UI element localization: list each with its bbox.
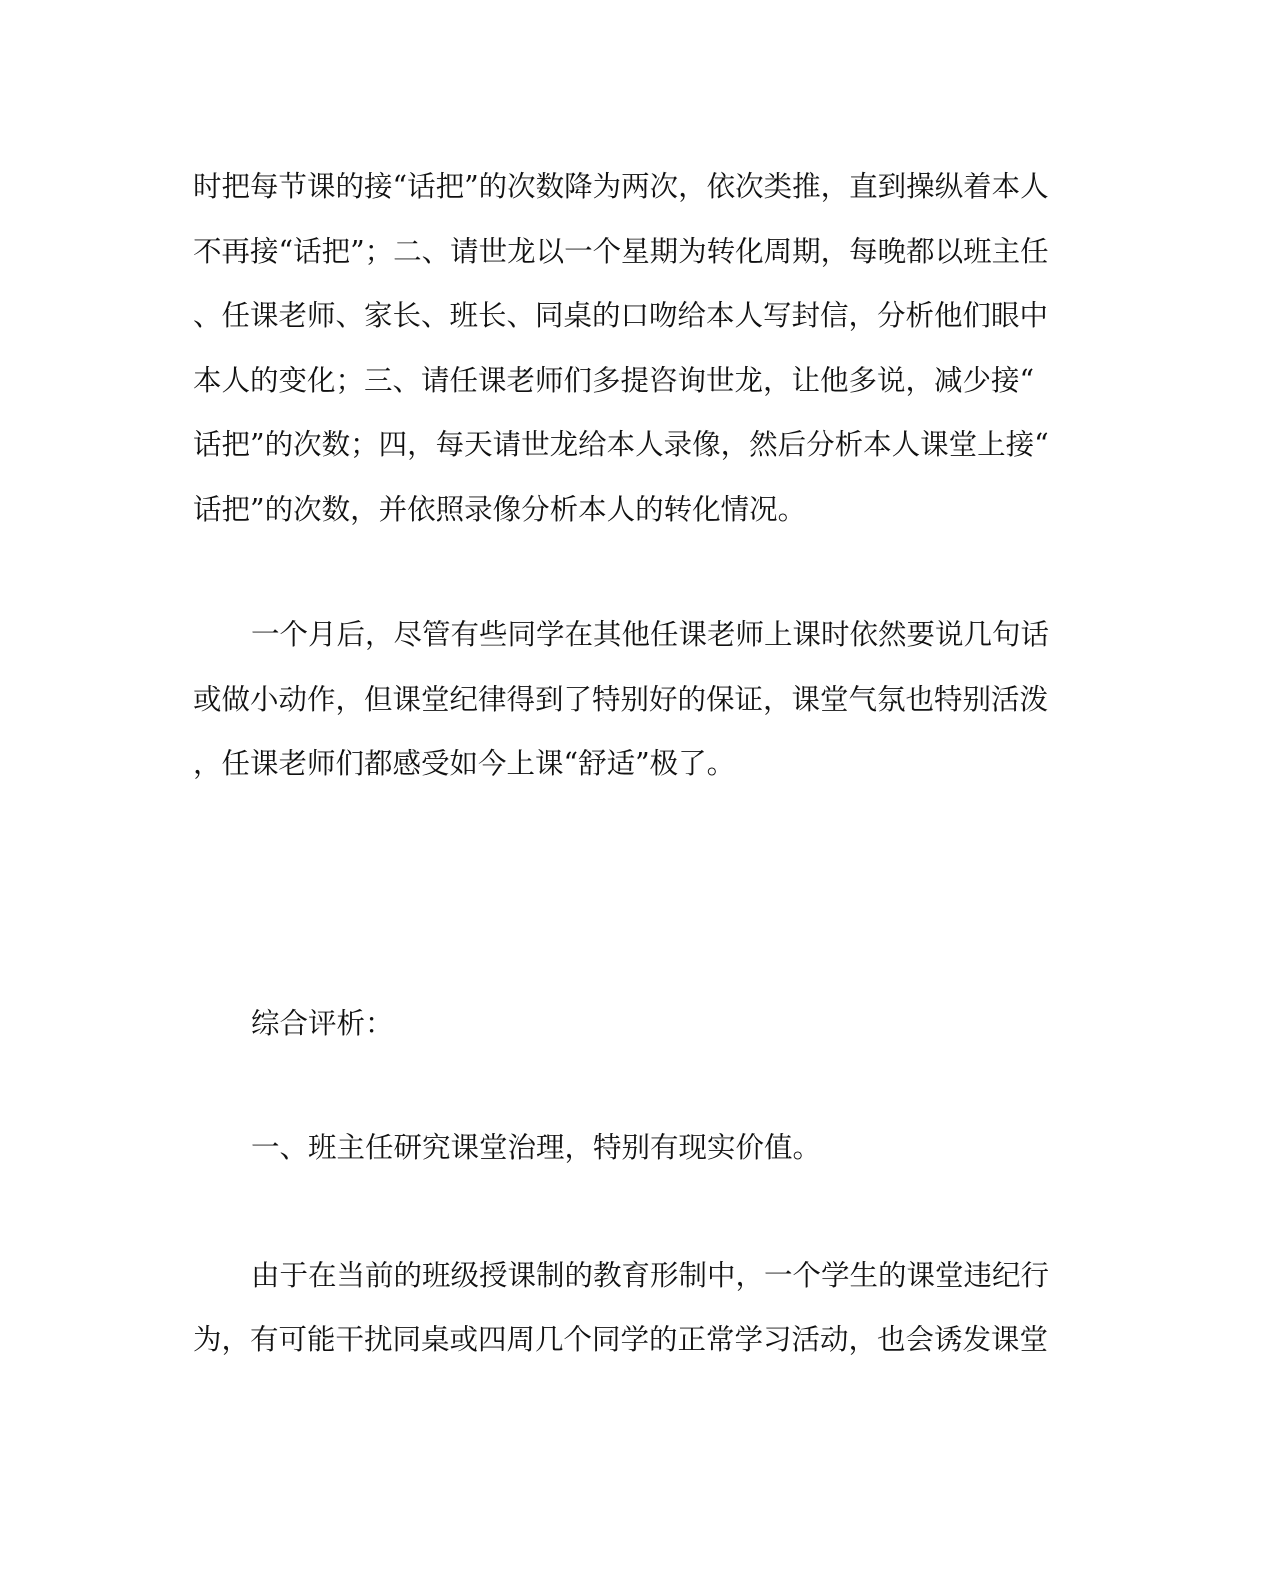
text-line: ，任课老师们都感受如今上课“舒适”极了。 <box>193 747 736 780</box>
text-line: 或做小动作，但课堂纪律得到了特别好的保证，课堂气氛也特别活泼 <box>193 683 1049 716</box>
point-heading: 一、班主任研究课堂治理，特别有现实价值。 <box>251 1131 822 1164</box>
text-line: 、任课老师、家长、班长、同桌的口吻给本人写封信，分析他们眼中 <box>193 299 1049 332</box>
text-line: 不再接“话把”；二、请世龙以一个星期为转化周期，每晚都以班主任 <box>193 235 1049 268</box>
text-line: 时把每节课的接“话把”的次数降为两次，依次类推，直到操纵着本人 <box>193 170 1049 203</box>
text-line: 话把”的次数，并依照录像分析本人的转化情况。 <box>193 493 807 526</box>
text-line: 一个月后，尽管有些同学在其他任课老师上课时依然要说几句话 <box>251 618 1050 651</box>
text-line: 由于在当前的班级授课制的教育形制中，一个学生的课堂违纪行 <box>251 1259 1050 1292</box>
section-heading: 综合评析： <box>251 1007 394 1040</box>
text-line: 本人的变化；三、请任课老师们多提咨询世龙，让他多说，减少接“ <box>193 364 1035 397</box>
text-line: 为，有可能干扰同桌或四周几个同学的正常学习活动，也会诱发课堂 <box>193 1323 1049 1356</box>
text-line: 话把”的次数；四，每天请世龙给本人录像，然后分析本人课堂上接“ <box>193 428 1049 461</box>
